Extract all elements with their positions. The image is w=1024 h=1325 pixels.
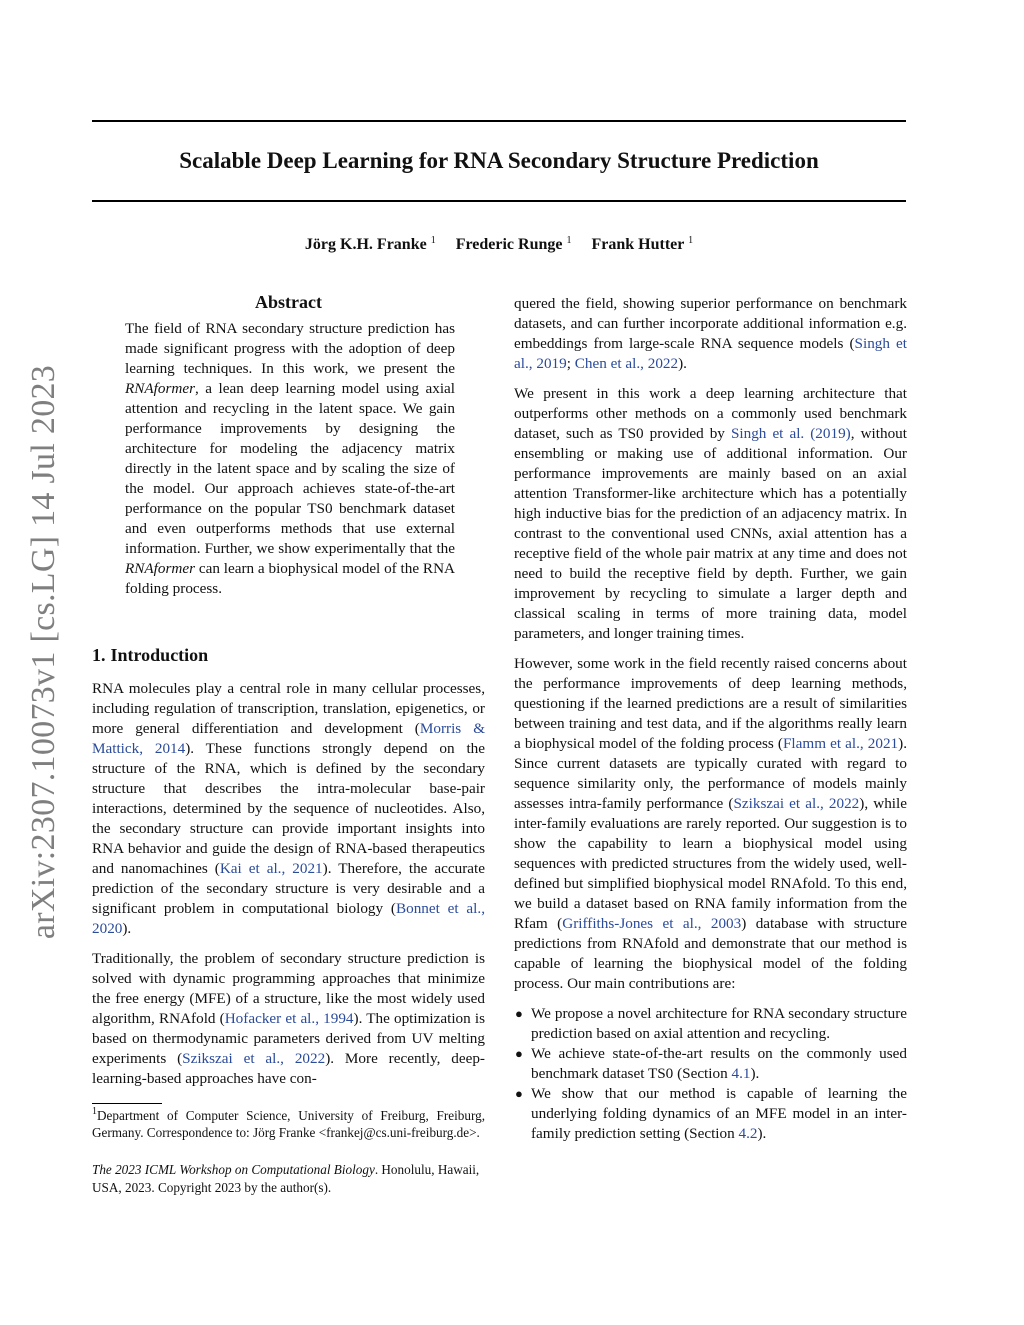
citation-link[interactable]: Hofacker et al., 1994 xyxy=(224,1010,354,1027)
citation-link[interactable]: Griffiths-Jones et al., 2003 xyxy=(562,915,742,932)
author-3: Frank Hutter $^1$ xyxy=(591,235,694,253)
footnote-divider xyxy=(92,1103,162,1104)
citation-link[interactable]: Szikszai et al., 2022 xyxy=(733,795,860,812)
citation-link[interactable]: Szikszai et al., 2022 xyxy=(182,1050,326,1067)
paper-title: Scalable Deep Learning for RNA Secondary Structure Prediction xyxy=(179,148,819,173)
venue-note: The 2023 ICML Workshop on Computational Biology. Honolulu, Hawaii, USA, 2023. Copyright 2023 by the author(s). xyxy=(92,1162,480,1195)
title-rule-top xyxy=(92,120,906,122)
intro-paragraph-4: We present in this work a deep learning architecture that outperforms other methods on a commonly used benchmark dataset, such as TS0 provided by Singh et al. (2019), without ensembling or making use of additional information. Our performance improvements are mainly based on an axial attention Transformer-like architecture which has a potentially high inductive bias for the prediction of an adjacency matrix. In contrast to the conventional used CNNs, axial attention has a receptive field of the whole pair matrix at any time and does not need to build the receptive field by depth. Further, we gain improvement by recycling to simulate a larger depth and classical scaling in terms of more training data, model parameters, and longer training times. xyxy=(514,385,908,642)
affiliation-footnote: $^1$Department of Computer Science, University of Freiburg, Freiburg, Germany. Correspondence to: Jörg Franke <frankej@cs.uni-freiburg.de>. xyxy=(92,1106,485,1140)
contributions-list xyxy=(514,1004,907,1144)
list-item: ● We show that our method is capable of learning the underlying folding dynamics of an MFE model in an inter-family prediction setting (Section 4.2). xyxy=(515,1085,907,1142)
intro-paragraph-5: However, some work in the field recently raised concerns about the performance improvements of deep learning methods, questioning if the learned predictions are a result of similarities between training and test data, and if the algorithms really learn a biophysical model of the folding process (Flamm et al., 2021). Since current datasets are typically curated with regard to sequence similarity only, the performance of models mainly assesses intra-family performance (Szikszai et al., 2022), while inter-family evaluations are rarely reported. Our suggestion is to show the capability to learn a biophysical model using sequences with predicted structures from the widely used, well-defined but simplified biophysical model RNAfold. To this end, we build a dataset based on RNA family information from the Rfam (Griffiths-Jones et al., 2003) database with structure predictions from RNAfold and demonstrate that our method is capable of learning the biophysical model of the folding process. Our main contributions are: xyxy=(514,655,907,992)
abstract-heading: Abstract xyxy=(255,292,322,312)
section-heading-introduction: 1. Introduction xyxy=(92,645,209,665)
citation-link[interactable]: Singh et al. (2019) xyxy=(730,425,851,442)
abstract-body: The field of RNA secondary structure prediction has made significant progress with the adoption of deep learning techniques. In this work, we present the RNAformer, a lean deep learning model using axial attention and recycling in the latent space. We gain performance improvements by designing the architecture for modeling the adjacency matrix directly in the latent space and by scaling the size of the model. Our approach achieves state-of-the-art performance on the popular TS0 benchmark dataset and even outperforms methods that use external information. Further, we show experimentally that the RNAformer can learn a biophysical model of the RNA folding process. xyxy=(125,320,455,597)
author-list xyxy=(92,234,906,256)
citation-link[interactable]: Morris & Mattick, 2014 xyxy=(92,720,486,757)
bullet-icon: ● xyxy=(515,1046,523,1061)
list-item: ● We propose a novel architecture for RNA secondary structure prediction based on axial attention and recycling. xyxy=(515,1005,907,1042)
intro-paragraph-3: quered the field, showing superior performance on benchmark datasets, and can further incorporate additional information e.g. embeddings from large-scale RNA sequence models (Singh et al., 2019; Chen et al., 2022). xyxy=(514,295,907,372)
section-link[interactable]: 4.1 xyxy=(731,1065,751,1082)
intro-paragraph-2: Traditionally, the problem of secondary structure prediction is solved with dynamic programming approaches that minimize the free energy (MFE) of a structure, like the most widely used algorithm, RNAfold (Hofacker et al., 1994). The optimization is based on thermodynamic parameters derived from UV melting experiments (Szikszai et al., 2022). More recently, deep-learning-based approaches have con- xyxy=(92,950,486,1087)
author-2: Frederic Runge $^1$ xyxy=(455,235,572,253)
citation-link[interactable]: Chen et al., 2022 xyxy=(574,355,679,372)
author-1: Jörg K.H. Franke $^1$ xyxy=(304,235,436,253)
citation-link[interactable]: Flamm et al., 2021 xyxy=(782,735,899,752)
bullet-icon: ● xyxy=(515,1086,523,1101)
citation-link[interactable]: Singh et al., 2019 xyxy=(514,335,907,372)
bullet-icon: ● xyxy=(515,1006,523,1021)
intro-paragraph-1: RNA molecules play a central role in many cellular processes, including regulation of transcription, translation, epigenetics, or more general differentiation and development (Morris & Mattick, 2014). These functions strongly depend on the structure of the RNA, which is defined by the secondary structure that describes the intra-molecular base-pair interactions, determined by the sequence of nucleotides. Also, the secondary structure can provide important insights into RNA behavior and guide the design of RNA-based therapeutics and nanomachines (Kai et al., 2021). Therefore, the accurate prediction of the secondary structure is very desirable and a significant problem in computational biology (Bonnet et al., 2020). xyxy=(92,680,486,937)
citation-link[interactable]: Bonnet et al., 2020 xyxy=(92,900,485,937)
arxiv-sidebar-stamp: arXiv:2307.10073v1 [cs.LG] 14 Jul 2023 xyxy=(25,364,62,940)
title-rule-bottom xyxy=(92,200,906,202)
right-column xyxy=(514,294,907,1144)
citation-link[interactable]: Kai et al., 2021 xyxy=(219,860,323,877)
section-link[interactable]: 4.2 xyxy=(738,1125,758,1142)
left-column xyxy=(92,290,485,1197)
list-item: ● We achieve state-of-the-art results on the commonly used benchmark dataset TS0 (Section 4.1). xyxy=(515,1045,907,1082)
